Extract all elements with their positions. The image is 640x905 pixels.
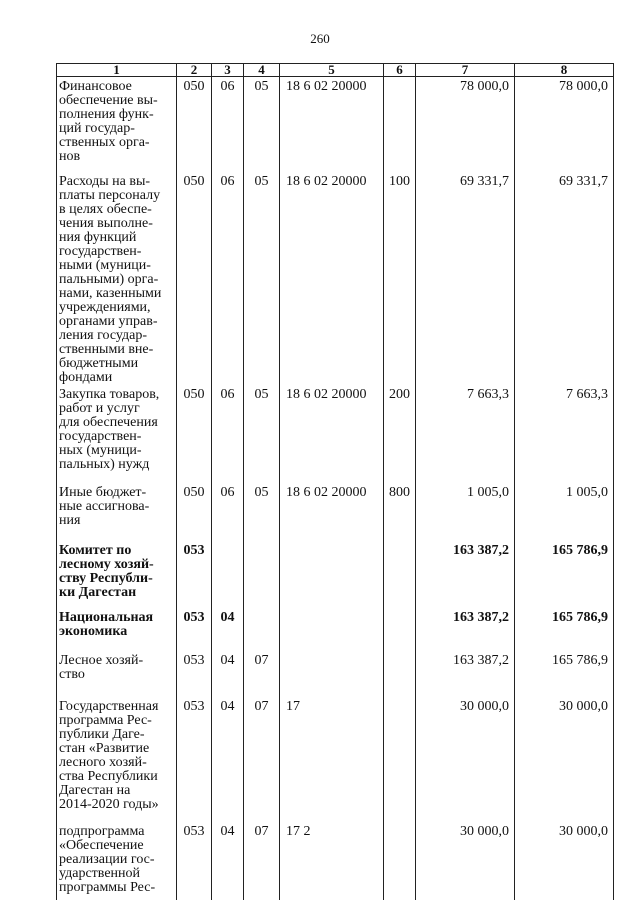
section-cell: 06 (212, 77, 244, 173)
table-row (57, 385, 614, 483)
row-name-cell (57, 697, 177, 822)
expense-type-cell (384, 697, 416, 822)
section-cell: 06 (212, 172, 244, 385)
row-name-line: реализации гос- (59, 852, 155, 867)
subsection-cell: 05 (244, 77, 280, 173)
row-name-line: Финансовое (59, 79, 132, 94)
row-name-cell (57, 541, 177, 608)
section-cell: 04 (212, 697, 244, 822)
row-name-line: для обеспечения (59, 415, 158, 430)
grbs-cell: 053 (177, 822, 212, 900)
expense-type-cell (384, 77, 416, 173)
row-name-line: полнения функ- (59, 107, 154, 122)
row-name-line: Лесное хозяй- (59, 653, 144, 668)
row-name-line: Расходы на вы- (59, 174, 151, 189)
row-name-line: Дагестан на (59, 783, 131, 798)
header-col-8: 8 (515, 64, 614, 77)
subsection-cell: 07 (244, 822, 280, 900)
expense-type-cell (384, 541, 416, 608)
row-name-line: ния функций (59, 230, 137, 245)
subsection-cell: 05 (244, 172, 280, 385)
amount-1-cell: 69 331,7 (416, 172, 515, 385)
row-name-cell (57, 651, 177, 697)
expense-type-cell: 800 (384, 483, 416, 541)
section-cell: 04 (212, 608, 244, 651)
section-cell: 06 (212, 385, 244, 483)
amount-1-cell: 163 387,2 (416, 608, 515, 651)
row-name-line: чения выполне- (59, 216, 153, 231)
row-name-cell (57, 822, 177, 900)
amount-1-cell: 30 000,0 (416, 697, 515, 822)
subsection-cell: 07 (244, 651, 280, 697)
row-name-line: ки Дагестан (59, 585, 137, 600)
amount-2-cell: 78 000,0 (515, 77, 614, 173)
row-name-line: ства Республики (59, 769, 158, 784)
grbs-cell: 053 (177, 651, 212, 697)
row-name-line: учреждениями, (59, 300, 151, 315)
subsection-cell: 07 (244, 697, 280, 822)
grbs-cell: 053 (177, 697, 212, 822)
target-article-cell (280, 608, 384, 651)
amount-1-cell: 163 387,2 (416, 651, 515, 697)
amount-2-cell: 30 000,0 (515, 697, 614, 822)
table-row (57, 77, 614, 173)
row-name-line: государствен- (59, 429, 142, 444)
budget-table (56, 63, 614, 900)
amount-2-cell: 69 331,7 (515, 172, 614, 385)
subsection-cell (244, 608, 280, 651)
target-article-cell: 18 6 02 20000 (280, 385, 384, 483)
row-name-line: работ и услуг (59, 401, 140, 416)
row-name-line: ные ассигнова- (59, 499, 150, 514)
section-cell (212, 541, 244, 608)
row-name-line: ления государ- (59, 328, 148, 343)
target-article-cell (280, 541, 384, 608)
table-row (57, 483, 614, 541)
table-row (57, 608, 614, 651)
row-name-line: программы Рес- (59, 880, 156, 895)
row-name-line: ния (59, 513, 81, 528)
amount-2-cell: 165 786,9 (515, 608, 614, 651)
row-name-cell (57, 483, 177, 541)
subsection-cell (244, 541, 280, 608)
page-number: 260 (310, 31, 330, 46)
header-col-1: 1 (57, 64, 177, 77)
row-name-line: в целях обеспе- (59, 202, 152, 217)
row-name-line: ству Республи- (59, 571, 153, 586)
amount-1-cell: 7 663,3 (416, 385, 515, 483)
row-name-line: пальных) нужд (59, 457, 150, 472)
subsection-cell: 05 (244, 483, 280, 541)
target-article-cell: 18 6 02 20000 (280, 483, 384, 541)
row-name-line: Комитет по (59, 543, 132, 558)
amount-1-cell: 1 005,0 (416, 483, 515, 541)
expense-type-cell: 100 (384, 172, 416, 385)
table-row (57, 651, 614, 697)
grbs-cell: 050 (177, 385, 212, 483)
header-col-6: 6 (384, 64, 416, 77)
expense-type-cell (384, 608, 416, 651)
target-article-cell (280, 651, 384, 697)
section-cell: 06 (212, 483, 244, 541)
table-row (57, 822, 614, 900)
row-name-cell (57, 608, 177, 651)
expense-type-cell: 200 (384, 385, 416, 483)
row-name-line: публики Даге- (59, 727, 145, 742)
row-name-line: фондами (59, 370, 113, 385)
row-name-line: ными (муници- (59, 258, 151, 273)
row-name-line: Иные бюджет- (59, 485, 147, 500)
amount-1-cell: 30 000,0 (416, 822, 515, 900)
target-article-cell: 17 2 (280, 822, 384, 900)
target-article-cell: 17 (280, 697, 384, 822)
row-name-line: стан «Развитие (59, 741, 150, 756)
row-name-line: Национальная (59, 610, 154, 625)
grbs-cell: 050 (177, 483, 212, 541)
header-col-3: 3 (212, 64, 244, 77)
row-name-line: нов (59, 149, 81, 164)
row-name-line: платы персоналу (59, 188, 161, 203)
amount-2-cell: 165 786,9 (515, 541, 614, 608)
target-article-cell: 18 6 02 20000 (280, 172, 384, 385)
row-name-line: лесного хозяй- (59, 755, 147, 770)
table-row (57, 172, 614, 385)
row-name-line: органами управ- (59, 314, 158, 329)
row-name-line: ственных орга- (59, 135, 150, 150)
row-name-line: ударственной (59, 866, 141, 881)
subsection-cell: 05 (244, 385, 280, 483)
expense-type-cell (384, 822, 416, 900)
amount-2-cell: 165 786,9 (515, 651, 614, 697)
row-name-cell (57, 385, 177, 483)
row-name-line: пальными) орга- (59, 272, 159, 287)
grbs-cell: 053 (177, 541, 212, 608)
header-col-2: 2 (177, 64, 212, 77)
row-name-line: ственными вне- (59, 342, 154, 357)
header-row (57, 64, 614, 77)
expense-type-cell (384, 651, 416, 697)
table-row (57, 541, 614, 608)
row-name-line: ство (59, 667, 85, 682)
row-name-line: лесному хозяй- (59, 557, 154, 572)
amount-2-cell: 30 000,0 (515, 822, 614, 900)
grbs-cell: 050 (177, 77, 212, 173)
header-col-4: 4 (244, 64, 280, 77)
row-name-line: государствен- (59, 244, 142, 259)
row-name-line: подпрограмма (59, 824, 145, 839)
amount-2-cell: 7 663,3 (515, 385, 614, 483)
row-name-cell (57, 77, 177, 173)
target-article-cell: 18 6 02 20000 (280, 77, 384, 173)
section-cell: 04 (212, 822, 244, 900)
amount-1-cell: 78 000,0 (416, 77, 515, 173)
row-name-line: Государственная (59, 699, 159, 714)
row-name-line: нами, казенными (59, 286, 162, 301)
row-name-cell (57, 172, 177, 385)
row-name-line: программа Рес- (59, 713, 152, 728)
row-name-line: бюджетными (59, 356, 139, 371)
table-row (57, 697, 614, 822)
row-name-line: экономика (59, 624, 128, 639)
section-cell: 04 (212, 651, 244, 697)
header-col-7: 7 (416, 64, 515, 77)
grbs-cell: 050 (177, 172, 212, 385)
row-name-line: «Обеспечение (59, 838, 144, 853)
row-name-line: обеспечение вы- (59, 93, 158, 108)
header-col-5: 5 (280, 64, 384, 77)
table-body (57, 77, 614, 901)
row-name-line: ных (муници- (59, 443, 142, 458)
grbs-cell: 053 (177, 608, 212, 651)
amount-2-cell: 1 005,0 (515, 483, 614, 541)
row-name-line: Закупка товаров, (59, 387, 160, 402)
row-name-line: ций государ- (59, 121, 135, 136)
row-name-line: 2014-2020 годы» (59, 797, 159, 812)
amount-1-cell: 163 387,2 (416, 541, 515, 608)
